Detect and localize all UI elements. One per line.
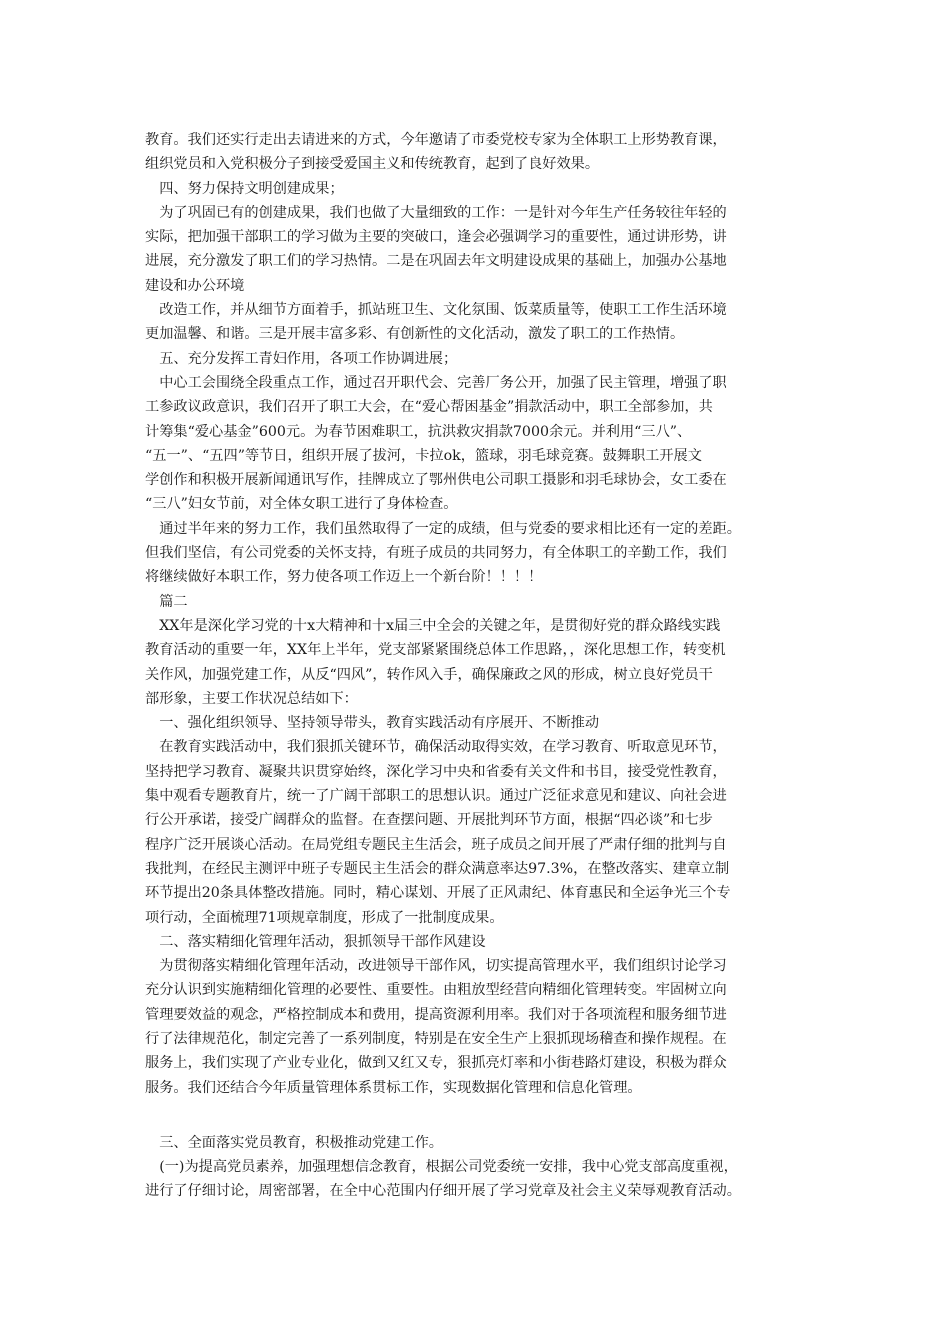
text-line: 环节提出20条具体整改措施。同时，精心谋划、开展了正风肃纪、体育惠民和全运争光三个专 [145, 885, 731, 902]
text-line: 四、努力保持文明创建成果； [145, 180, 344, 197]
text-line: 为了巩固已有的创建成果，我们也做了大量细致的工作：一是针对今年生产任务较往年轻的 [145, 204, 727, 221]
text-line: 教育活动的重要一年，XX年上半年，党支部紧紧围绕总体工作思路，，深化思想工作，转变机 [145, 642, 726, 659]
text-line: 二、落实精细化管理年活动，狠抓领导干部作风建设 [145, 933, 486, 950]
text-line: 充分认识到实施精细化管理的必要性、重要性。由粗放型经营向精细化管理转变。牢固树立向 [145, 982, 727, 999]
text-line: 建设和办公环境 [145, 277, 245, 294]
text-line: 程序广泛开展谈心活动。在局党组专题民主生活会，班子成员之间开展了严肃仔细的批判与自 [145, 836, 727, 853]
text-line: 通过半年来的努力工作，我们虽然取得了一定的成绩，但与党委的要求相比还有一定的差距。 [145, 520, 741, 537]
text-line: 三、全面落实党员教育，积极推动党建工作。 [145, 1134, 443, 1151]
text-line: 在教育实践活动中，我们狠抓关键环节，确保活动取得实效，在学习教育、听取意见环节， [145, 739, 727, 756]
text-line: 实际，把加强干部职工的学习做为主要的突破口，逢会必强调学习的重要性，通过讲形势，讲 [145, 229, 727, 246]
text-line: 进展，充分激发了职工们的学习热情。二是在巩固去年文明建设成果的基础上，加强办公基地 [145, 253, 727, 270]
text-line: 五、充分发挥工青妇作用，各项工作协调进展； [145, 350, 458, 367]
blank-line [145, 1100, 815, 1131]
text-line: 行公开承诺，接受广阔群众的监督。在查摆问题、开展批判环节方面，根据“四必谈”和七步 [145, 812, 713, 829]
text-line: 组织党员和入党积极分子到接受爱国主义和传统教育，起到了良好效果。 [145, 156, 600, 173]
text-line: 集中观看专题教育片，统一了广阔干部职工的思想认识。通过广泛征求意见和建议、向社会进 [145, 788, 727, 805]
text-line: 进行了仔细讨论，周密部署，在全中心范围内仔细开展了学习党章及社会主义荣辱观教育活动。 [145, 1183, 741, 1200]
text-line: 但我们坚信，有公司党委的关怀支持，有班子成员的共同努力，有全体职工的辛勤工作，我们 [145, 545, 727, 562]
text-line: 坚持把学习教育、凝聚共识贯穿始终，深化学习中央和省委有关文件和书目，接受党性教育， [145, 763, 727, 780]
text-line: “五一”、“五四”等节日，组织开展了拔河，卡拉ok，篮球，羽毛球竞赛。鼓舞职工开展文 [145, 447, 702, 464]
text-line: 我批判，在经民主测评中班子专题民主生活会的群众满意率达97.3%，在整改落实、建章立制 [145, 860, 730, 877]
text-line: 计筹集“爱心基金”600元。为春节困难职工，抗洪救灾捐款7000余元。并利用“三八”、 [145, 423, 692, 440]
text-line: 篇二 [145, 593, 188, 610]
text-line: 学创作和积极开展新闻通讯写作，挂牌成立了鄂州供电公司职工摄影和羽毛球协会，女工委在 [145, 472, 727, 489]
text-line: 为贯彻落实精细化管理年活动，改进领导干部作风，切实提高管理水平，我们组织讨论学习 [145, 958, 727, 975]
text-line: 一、强化组织领导、坚持领导带头，教育实践活动有序展开、不断推动 [145, 715, 600, 732]
text-line: 中心工会围绕全段重点工作，通过召开职代会、完善厂务公开，加强了民主管理，增强了职 [145, 374, 727, 391]
document-body [145, 128, 815, 1204]
text-line: 更加温馨、和谐。三是开展丰富多彩、有创新性的文化活动，激发了职工的工作热情。 [145, 326, 685, 343]
text-line: 行了法律规范化，制定完善了一系列制度，特别是在安全生产上狠抓现场稽查和操作规程。在 [145, 1030, 727, 1047]
text-line: 将继续做好本职工作，努力使各项工作迈上一个新台阶！！！！ [145, 569, 543, 586]
text-line: “三八”妇女节前，对全体女职工进行了身体检查。 [145, 496, 458, 513]
text-line: (一)为提高党员素养，加强理想信念教育，根据公司党委统一安排，我中心党支部高度重视， [145, 1159, 738, 1176]
text-line: 服务上，我们实现了产业专业化，做到又红又专，狠抓亮灯率和小街巷路灯建设，积极为群众 [145, 1055, 727, 1072]
text-line: 部形象，主要工作状况总结如下： [145, 690, 358, 707]
text-line: 教育。我们还实行走出去请进来的方式，今年邀请了市委党校专家为全体职工上形势教育课， [145, 132, 727, 148]
text-line: 项行动，全面梳理71项规章制度，形成了一批制度成果。 [145, 909, 504, 926]
text-line: 管理要效益的观念，严格控制成本和费用，提高资源利用率。我们对于各项流程和服务细节进 [145, 1006, 727, 1023]
text-line: 改造工作，并从细节方面着手，抓站班卫生、文化氛围、饭菜质量等，使职工工作生活环境 [145, 302, 727, 319]
text-line: 服务。我们还结合今年质量管理体系贯标工作，实现数据化管理和信息化管理。 [145, 1079, 642, 1096]
text-line: 关作风，加强党建工作，从反“四风”，转作风入手，确保廉政之风的形成，树立良好党员干 [145, 666, 713, 683]
text-line: XX年是深化学习党的十x大精神和十x届三中全会的关键之年，是贯彻好党的群众路线实践 [145, 617, 721, 634]
text-line: 工参政议政意识，我们召开了职工大会，在“爱心帮困基金”捐款活动中，职工全部参加，共 [145, 399, 713, 416]
